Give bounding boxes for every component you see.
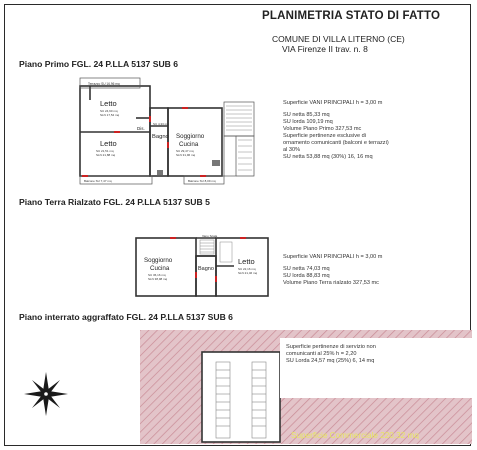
info-line: SU netta 74,03 mq bbox=[283, 266, 330, 272]
info-block-primo bbox=[283, 100, 389, 161]
info-line: SU lorda 88,83 mq bbox=[283, 273, 330, 279]
floor-label-interrato: Piano interrato aggraffato FGL. 24 P.LLA 5137 SUB 6 bbox=[19, 312, 233, 322]
room-label-cucina: Cucina bbox=[179, 141, 199, 148]
room-area-letto2-slp: SLN 21,88 mq bbox=[96, 153, 116, 157]
info-line: Superficie pertinenze esclusive di bbox=[283, 133, 367, 139]
info-block-terra bbox=[283, 254, 382, 287]
room-label-soggiorno-terra: Soggiorno bbox=[144, 257, 173, 264]
room-label-letto-terra: Letto bbox=[238, 257, 255, 266]
address-label: VIA Firenze II trav. n. 8 bbox=[282, 44, 368, 54]
balcony-label-2: Balcone SU 8,09 mq bbox=[188, 179, 216, 183]
room-label-letto1: Letto bbox=[100, 99, 117, 108]
info-line: Volume Piano Primo 327,53 mc bbox=[283, 126, 362, 132]
commercial-area-label: Superficie Commerciale 220,32 mq bbox=[291, 431, 419, 440]
info-line: Superficie pertinenze di servizio non bbox=[286, 344, 376, 350]
info-line: SU lorda 109,19 mq bbox=[283, 119, 333, 125]
room-area-soggiorno-terra-slp: SLN 38,98 mq bbox=[148, 277, 168, 281]
room-area-letto-terra-slp: SLN 21,46 mq bbox=[238, 271, 258, 275]
info-line: Superficie VANI PRINCIPALI h = 3,00 m bbox=[283, 100, 383, 106]
room-label-cucina-terra: Cucina bbox=[150, 265, 170, 272]
room-area-soggiorno-slp: SLN 31,96 mq bbox=[176, 153, 196, 157]
room-area-letto2-su: SU 21,51 mq bbox=[96, 149, 114, 153]
room-label-soggiorno: Soggiorno bbox=[176, 133, 205, 140]
info-line: al 30% bbox=[283, 147, 301, 153]
info-line: comunicanti al 25% h = 2,20 bbox=[286, 351, 357, 357]
info-line: SU netta 85,33 mq bbox=[283, 112, 330, 118]
info-line: SU Lorda 24,57 mq (25%) 6, 14 mq bbox=[286, 358, 375, 364]
page-title: PLANIMETRIA STATO DI FATTO bbox=[262, 10, 441, 22]
terrace-label: Terrazzo SU 16,96 mq bbox=[88, 82, 120, 86]
room-area-letto-terra-su: SU 22,16 mq bbox=[238, 267, 256, 271]
info-line: Superficie VANI PRINCIPALI h = 3,00 m bbox=[283, 254, 383, 260]
room-area-soggiorno-terra-su: SU 36,16 mq bbox=[148, 273, 166, 277]
room-label-bagno: Bagno bbox=[152, 134, 169, 140]
compass-rose-icon bbox=[21, 369, 71, 419]
info-block-interrato bbox=[286, 344, 376, 365]
municipality-label: COMUNE DI VILLA LITERNO (CE) bbox=[272, 34, 405, 44]
room-area-letto1-su: SU 24,90 mq bbox=[100, 109, 118, 113]
floor-label-terra: Piano Terra Rialzato FGL. 24 P.LLA 5137 SUB 5 bbox=[19, 197, 210, 207]
balcony-label-1: Balcone SU 7,47 mq bbox=[84, 179, 112, 183]
info-line: SU netta 53,88 mq (30%) 16, 16 mq bbox=[283, 154, 373, 160]
floor-plan-terra bbox=[130, 232, 280, 302]
room-label-bagno-terra: Bagno bbox=[198, 266, 214, 272]
stair-label: Vano Scala bbox=[202, 234, 218, 238]
floor-plan-primo bbox=[60, 72, 275, 192]
room-label-dis: Dis. bbox=[137, 126, 145, 131]
floor-label-primo: Piano Primo FGL. 24 P.LLA 5137 SUB 6 bbox=[19, 59, 179, 69]
info-line: ornamento comunicanti (balconi e terrazzi) bbox=[283, 140, 389, 146]
info-line: Volume Piano Terra rialzato 327,53 mc bbox=[283, 280, 379, 286]
room-area-bagno: SU 4,33 mq bbox=[153, 122, 169, 126]
room-label-letto2: Letto bbox=[100, 139, 117, 148]
room-area-letto1-slp: SLN 17,54 mq bbox=[100, 113, 120, 117]
room-area-soggiorno-su: SU 29,47 mq bbox=[176, 149, 194, 153]
